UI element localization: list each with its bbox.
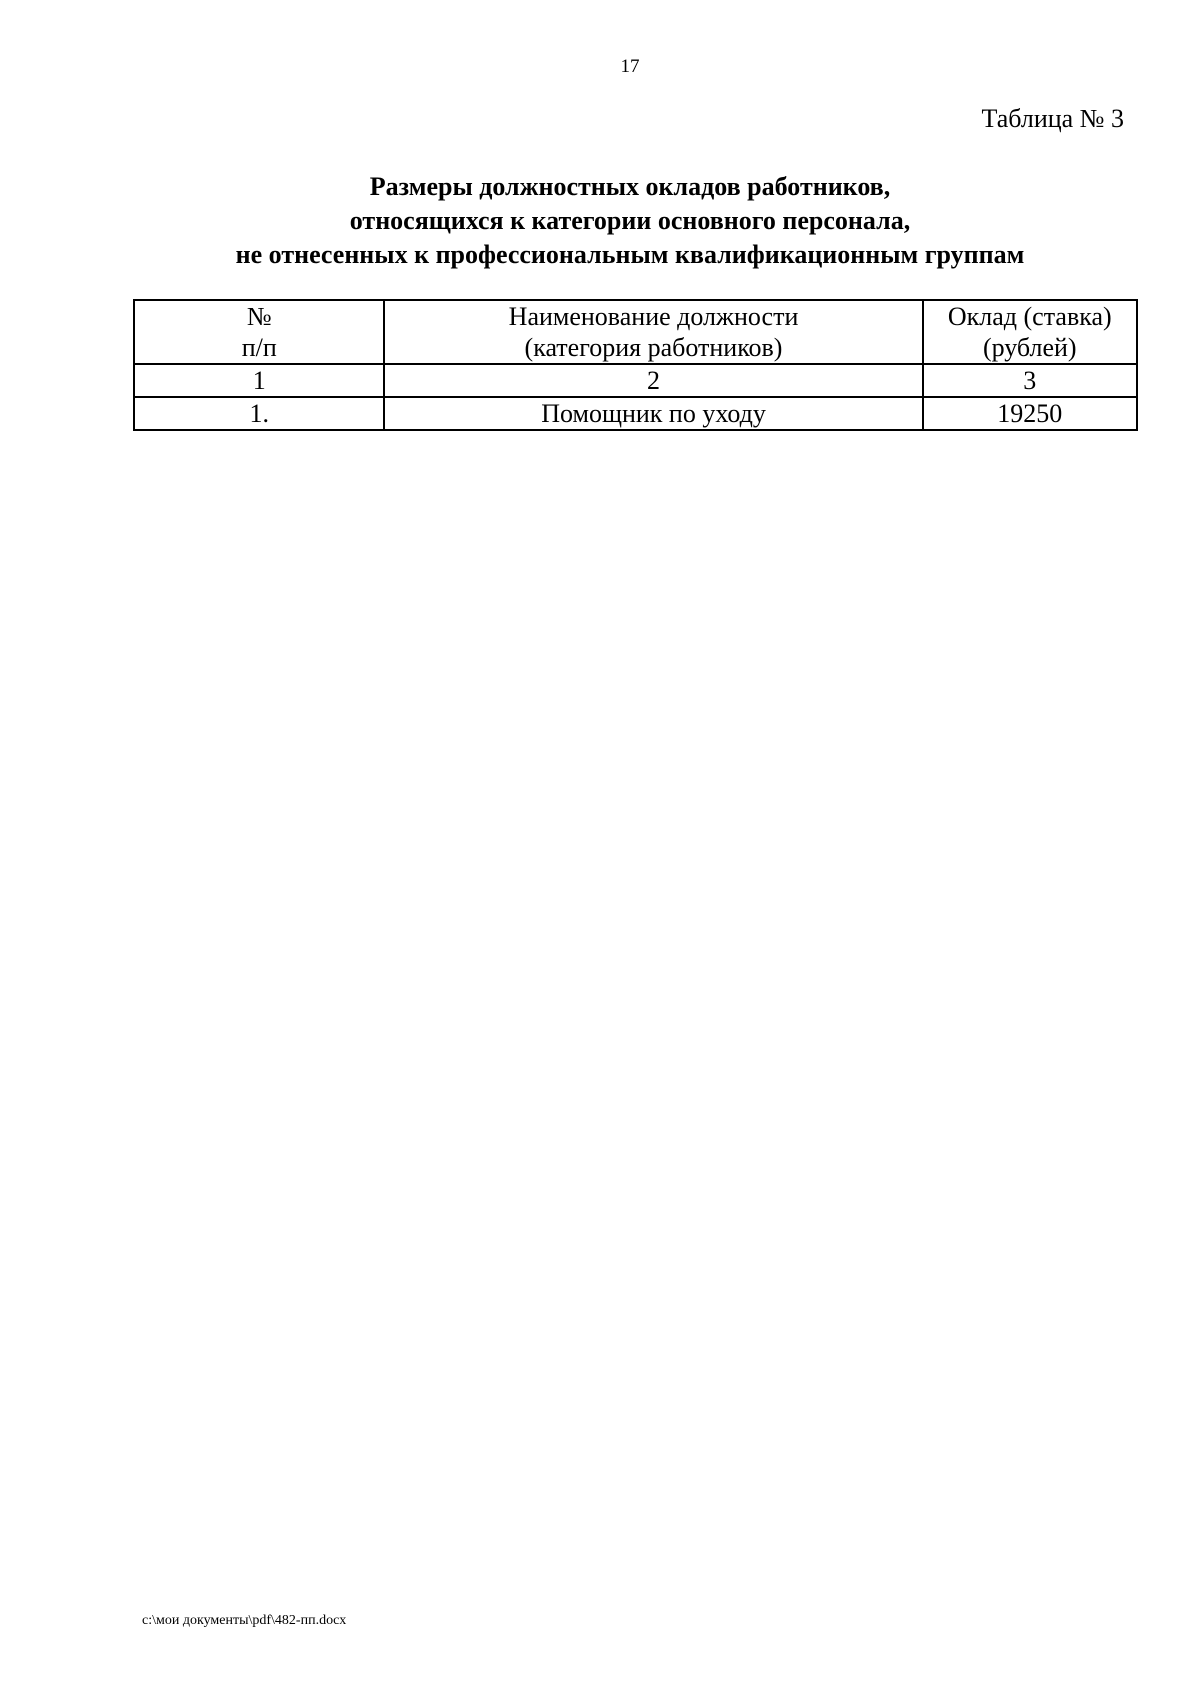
title-line-2: относящихся к категории основного персонала, (349, 206, 911, 235)
column-number-3: 3 (923, 364, 1137, 397)
salary-table (133, 299, 1138, 431)
header-num (134, 300, 384, 364)
column-number-row (134, 364, 1137, 397)
document-title (0, 170, 1200, 272)
table-header-row (134, 300, 1137, 364)
table-label: Таблица № 3 (981, 104, 1124, 133)
header-salary-line-2: (рублей) (982, 333, 1077, 362)
header-name (384, 300, 922, 364)
row-position-name: Помощник по уходу (384, 397, 922, 430)
row-salary: 19250 (923, 397, 1137, 430)
column-number-2: 2 (384, 364, 922, 397)
header-salary-line-1: Оклад (ставка) (947, 302, 1112, 331)
header-num-line-2: п/п (241, 333, 277, 362)
header-num-line-1: № (246, 302, 272, 331)
title-line-3: не отнесенных к профессиональным квалификационным группам (235, 240, 1025, 269)
table-row (134, 397, 1137, 430)
title-line-1: Размеры должностных окладов работников, (369, 172, 891, 201)
header-name-line-2: (категория работников) (524, 333, 783, 362)
header-salary (923, 300, 1137, 364)
footer-file-path: c:\мои документы\pdf\482-пп.docx (142, 1613, 347, 1628)
header-name-line-1: Наименование должности (508, 302, 799, 331)
page-number: 17 (620, 56, 640, 77)
column-number-1: 1 (134, 364, 384, 397)
row-num: 1. (134, 397, 384, 430)
